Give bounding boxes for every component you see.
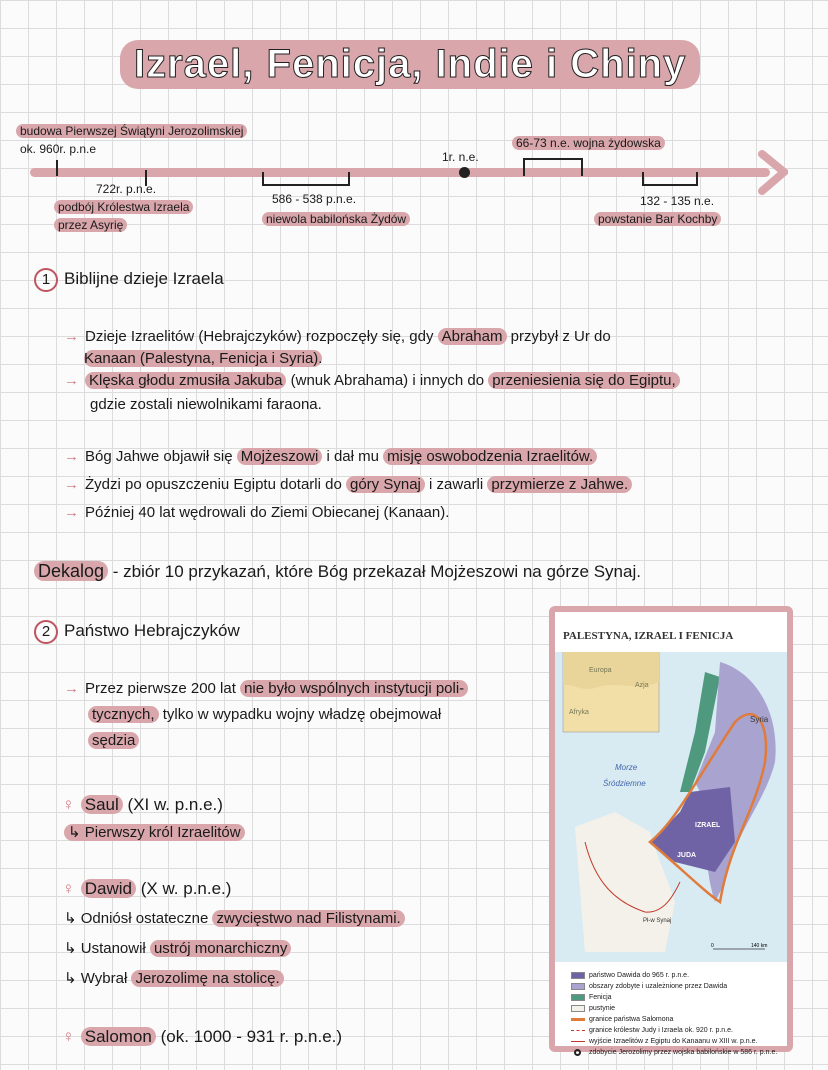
heading-text: Państwo Hebrajczyków — [64, 621, 240, 640]
legend-item — [571, 1003, 777, 1014]
bullet-s2-1: → Przez pierwsze 200 lat nie było wspólnych instytucji poli- — [64, 678, 468, 700]
map-figure — [549, 606, 793, 1056]
timeline-event: 66-73 n.e. wojna żydowska — [512, 136, 665, 150]
timeline-date: 722r. p.n.e. — [96, 182, 157, 196]
map-label-izrael: IZRAEL — [695, 822, 721, 829]
dawid-heading: ♀ Dawid (X w. p.n.e.) — [62, 879, 232, 898]
timeline-date: 1r. n.e. — [442, 150, 479, 164]
legend-label: Fenicja — [589, 994, 612, 1001]
bullet-4: → Żydzi po opuszczeniu Egiptu dotarli do góry Synaj i zawarli przymierze z Jahwe. — [64, 474, 632, 496]
dawid-fact-3: ↳ Wybrał Jerozolimę na stolicę. — [64, 968, 284, 990]
map-label-juda: JUDA — [677, 852, 697, 859]
legend-item — [571, 970, 777, 981]
legend-label: granice królestw Judy i Izraela ok. 920 r. p.n.e. — [589, 1027, 733, 1034]
legend-swatch — [571, 1005, 585, 1012]
section-1-heading — [34, 268, 224, 292]
legend-item — [571, 981, 777, 992]
legend-swatch — [571, 994, 585, 1001]
bullet-1: → Dzieje Izraelitów (Hebrajczyków) rozpoczęły się, gdy Abraham przybył z Ur do — [64, 328, 611, 345]
bullet-2-cont: gdzie zostali niewolnikami faraona. — [90, 396, 322, 413]
legend-item — [571, 1014, 777, 1025]
map-title: PALESTYNA, IZRAEL I FENICJA — [563, 630, 734, 642]
timeline-bracket — [262, 172, 350, 186]
map-legend — [571, 970, 777, 1058]
map-label-azja: Azja — [635, 682, 649, 689]
page-title: Izrael, Fenicja, Indie i Chiny — [120, 40, 700, 89]
legend-label: państwo Dawida do 965 r. p.n.e. — [589, 972, 690, 979]
legend-swatch — [571, 983, 585, 990]
legend-swatch — [571, 1041, 585, 1042]
map-label-syria: Syria — [750, 715, 769, 724]
section-number: 1 — [34, 268, 58, 292]
timeline-tick — [56, 160, 58, 176]
bullet-s2-1-cont: tycznych, tylko w wypadku wojny władzę obejmował — [88, 704, 441, 726]
bullet-s2-1-cont2: sędzia — [88, 730, 139, 752]
timeline-arrow-icon — [758, 150, 788, 195]
map-scale-zero: 0 — [711, 943, 714, 949]
legend-label: granice państwa Salomona — [589, 1016, 674, 1023]
bullet-5: → Później 40 lat wędrowali do Ziemi Obiecanej (Kanaan). — [64, 504, 450, 521]
timeline-bracket — [523, 158, 583, 176]
map-label-afryka: Afryka — [569, 709, 589, 716]
section-2-heading — [34, 620, 240, 644]
timeline-event: budowa Pierwszej Świątyni Jerozolimskiej — [16, 124, 247, 138]
legend-swatch — [571, 972, 585, 979]
bullet-3: → Bóg Jahwe objawił się Mojżeszowi i dał mu misję oswobodzenia Izraelitów. — [64, 446, 597, 468]
timeline-date: ok. 960r. p.n.e — [20, 142, 97, 156]
timeline-event: przez Asyrię — [54, 218, 127, 232]
heading-text: Biblijne dzieje Izraela — [64, 269, 224, 288]
dawid-fact-1: ↳ Odniósł ostateczne zwycięstwo nad Filistynami. — [64, 908, 405, 930]
bullet-2: → Klęska głodu zmusiła Jakuba (wnuk Abrahama) i innych do przeniesienia się do Egiptu, — [64, 370, 680, 392]
legend-item — [571, 1036, 777, 1047]
map-label-srodziemne: Śródziemne — [603, 779, 646, 788]
saul-fact: ↳ Pierwszy król Izraelitów — [64, 822, 245, 844]
timeline-event: niewola babilońska Żydów — [262, 212, 410, 226]
timeline-dot — [459, 167, 470, 178]
legend-item — [571, 1025, 777, 1036]
legend-label: pustynie — [589, 1005, 616, 1012]
legend-swatch — [574, 1049, 581, 1056]
map-label-morze: Morze — [615, 763, 638, 772]
map-label-europa: Europa — [589, 667, 612, 674]
legend-item — [571, 992, 777, 1003]
timeline-date: 586 - 538 p.n.e. — [272, 192, 357, 206]
map-label-synaj: Pł-w Synaj — [643, 918, 672, 924]
map-scale: 140 km — [751, 943, 768, 949]
timeline-bracket — [642, 172, 698, 186]
dawid-fact-2: ↳ Ustanowił ustrój monarchiczny — [64, 938, 291, 960]
saul-heading: ♀ Saul (XI w. p.n.e.) — [62, 795, 223, 814]
legend-label: wyjście Izraelitów z Egiptu do Kanaanu w XIII w. p.n.e. — [589, 1038, 758, 1045]
map-image — [555, 652, 787, 962]
legend-swatch — [571, 1018, 585, 1021]
timeline-date: 132 - 135 n.e. — [640, 194, 715, 208]
legend-label: obszary zdobyte i uzależnione przez Dawida — [589, 983, 728, 990]
timeline-event: powstanie Bar Kochby — [594, 212, 721, 226]
timeline-event: podbój Królestwa Izraela — [54, 200, 193, 214]
legend-item — [571, 1047, 777, 1058]
bullet-1-cont: Kanaan (Palestyna, Fenicja i Syria). — [84, 350, 323, 367]
legend-swatch — [571, 1030, 585, 1031]
dekalog-definition: Dekalog - zbiór 10 przykazań, które Bóg przekazał Mojżeszowi na górze Synaj. — [34, 560, 641, 583]
legend-label: zdobycie Jerozolimy przez wojska babilońskie w 586 r. p.n.e. — [589, 1049, 778, 1056]
salomon-heading: ♀ Salomon (ok. 1000 - 931 r. p.n.e.) — [62, 1027, 343, 1046]
section-number: 2 — [34, 620, 58, 644]
